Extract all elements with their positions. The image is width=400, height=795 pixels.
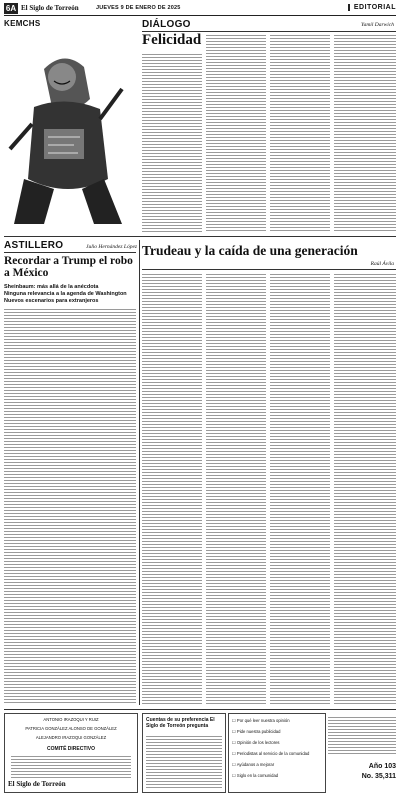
trudeau-text-col-4 (334, 272, 396, 705)
section-divider-top (4, 236, 396, 237)
checklist-item: ☐ Siglo en la comunidad (232, 773, 279, 778)
footer-masthead: El Siglo de Torreón (8, 780, 66, 788)
astillero-title: Recordar a Trump el robo a México (4, 255, 133, 280)
column-divider (139, 240, 140, 705)
footer-edition-box (328, 713, 396, 791)
cartoon-column-name: KEMCHS (4, 19, 41, 28)
checkbox-icon: ☐ (232, 718, 237, 723)
cartoon-illustration (4, 29, 126, 229)
edition-year: Año 103 (368, 763, 396, 770)
trudeau-text-col-1 (142, 272, 202, 705)
dialogo-text-col-3 (270, 33, 330, 232)
checkbox-icon: ☐ (232, 729, 237, 734)
checkbox-icon: ☐ (232, 751, 237, 756)
comite-label: COMITÉ DIRECTIVO (46, 746, 96, 752)
edition-info-text (328, 715, 396, 755)
dialogo-text-col-4 (334, 33, 396, 232)
trudeau-text-col-3 (270, 272, 330, 705)
trudeau-title: Trudeau y la caída de una generación (142, 243, 358, 258)
dialogo-column-name: DIÁLOGO (142, 19, 191, 30)
trudeau-author: Raúl Ávila (370, 261, 394, 267)
subscription-title: Cuentas de su preferencia El Siglo de Torreón pregunta (146, 717, 215, 729)
director-name: ANTONIO IRAZOQUI Y RUIZ (43, 717, 99, 722)
footer-rule (4, 709, 396, 710)
page-header (4, 3, 396, 16)
astillero-rule (4, 252, 136, 253)
footer-subscription-box (142, 713, 226, 793)
dialogo-text-col-2 (206, 33, 266, 232)
astillero-author: Julio Hernández López (86, 244, 138, 250)
trudeau-rule (142, 269, 396, 270)
footer-directors-box (4, 713, 138, 793)
comite-names (11, 754, 131, 778)
edition-date: JUEVES 9 DE ENERO DE 2025 (96, 5, 181, 11)
checklist-item: ☐ Por qué leer nuestra opinión (232, 718, 290, 723)
checkbox-icon: ☐ (232, 740, 237, 745)
astillero-deck-line: Sheinbaum: más allá de la anécdota (4, 284, 99, 290)
checklist-item: ☐ Opinión de los lectores (232, 740, 280, 745)
checklist-item: ☐ Pide nuestra publicidad (232, 729, 281, 734)
checkbox-icon: ☐ (232, 773, 237, 778)
editorial-cartoon (4, 29, 126, 229)
section-label: EDITORIAL (348, 4, 396, 11)
astillero-deck-line: Ninguna relevancia a la agenda de Washington (4, 290, 127, 297)
dialogo-author: Yamil Darwich (361, 22, 394, 28)
checkbox-icon: ☐ (232, 762, 237, 767)
checklist-item: ☐ Periodistas al servicio de la comunidad (232, 751, 310, 756)
trudeau-text-col-2 (206, 272, 266, 705)
astillero-column-name: ASTILLERO (4, 240, 64, 251)
dialogo-title: Felicidad (142, 32, 202, 48)
paper-name: El Siglo de Torreón (21, 4, 79, 12)
director-name: PATRICIA GONZÁLEZ ALONSO DE GONZÁLEZ (25, 726, 117, 731)
director-name: ALEJANDRO IRAZOQUI GONZÁLEZ (35, 735, 107, 740)
dialogo-text-col-1 (142, 52, 202, 232)
astillero-deck-line: Nuevos escenarios para extranjeros (4, 297, 99, 304)
edition-number: No. 35,311 (361, 773, 396, 780)
subscription-text (146, 734, 222, 788)
footer-checklist-box (228, 713, 326, 793)
astillero-deck (4, 284, 136, 305)
checklist-item: ☐ Ayúdanos a mejorar (232, 762, 275, 767)
astillero-text (4, 307, 136, 705)
page-number: 6A (5, 4, 17, 13)
